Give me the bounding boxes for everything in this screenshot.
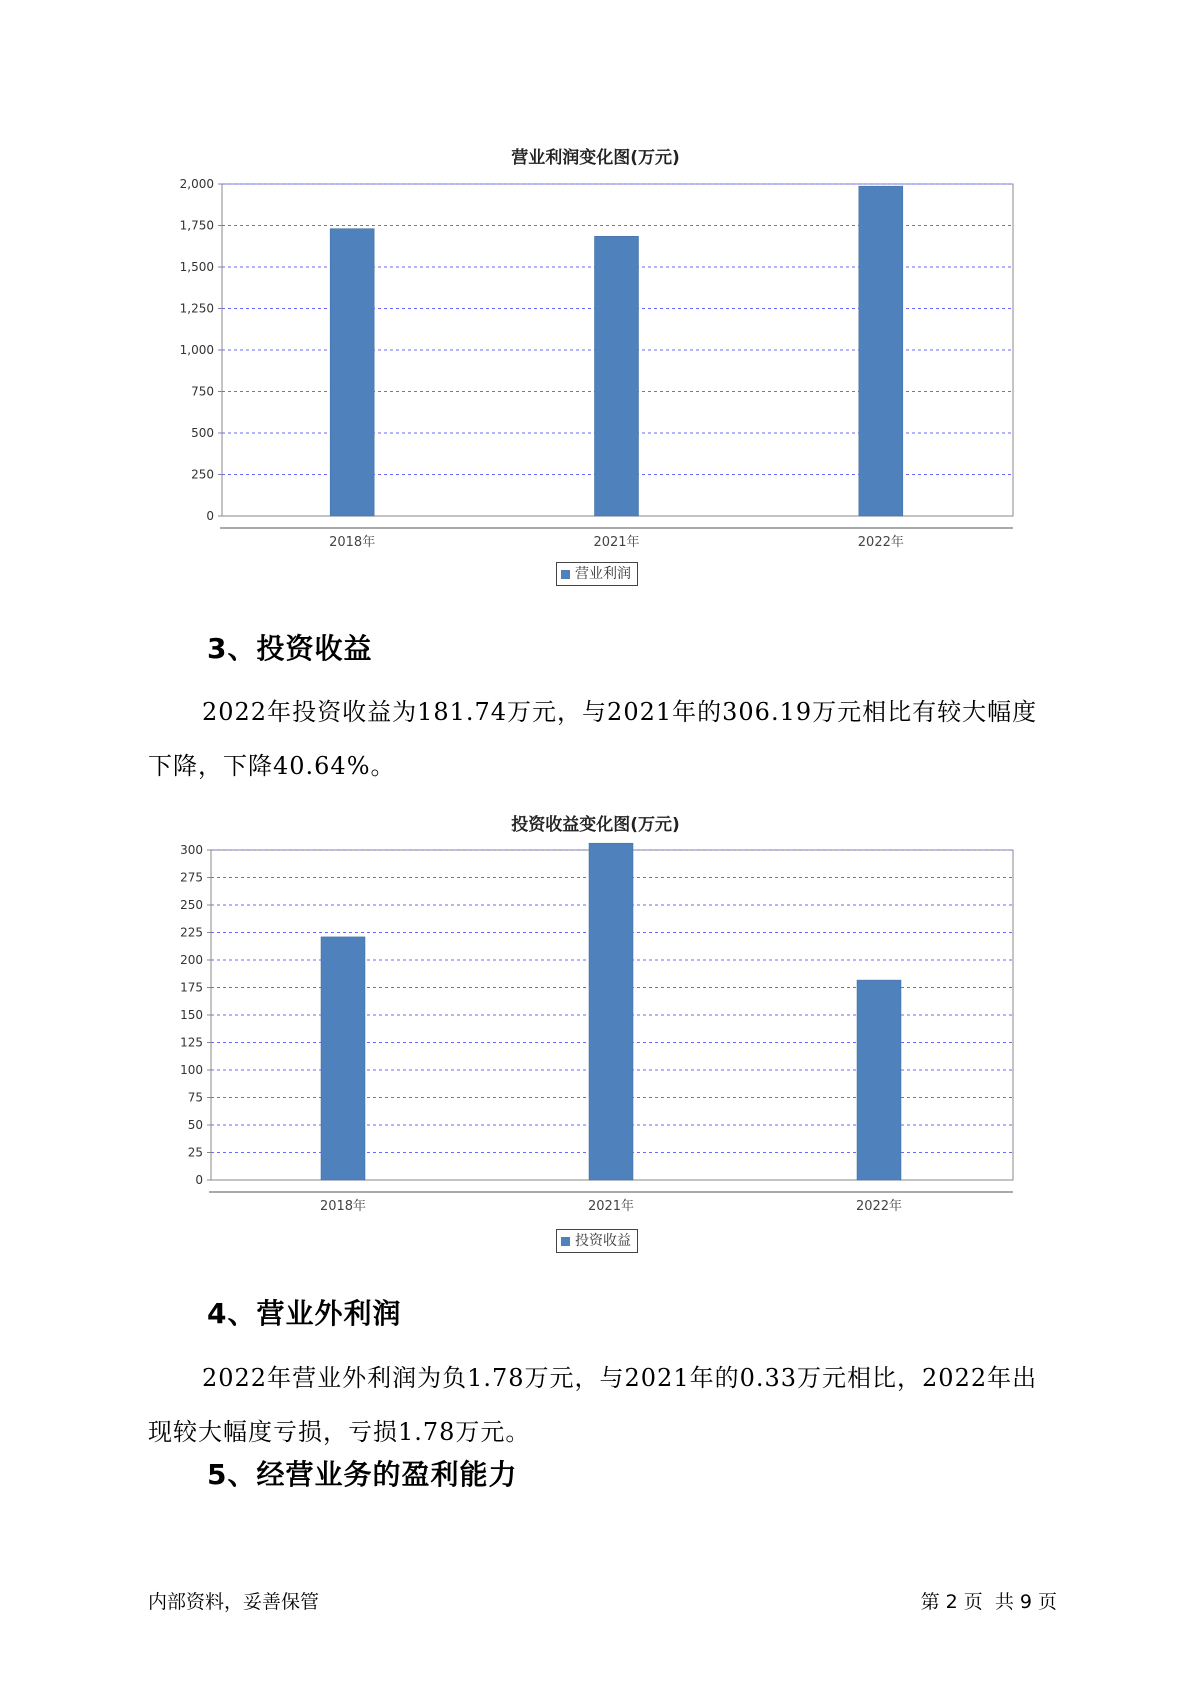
footer-confidential-note: 内部资料，妥善保管	[148, 1591, 320, 1613]
chart-2-legend-label: 投资收益	[575, 1233, 631, 1249]
chart-2-y-tick-label: 250	[180, 898, 203, 912]
investment-income-chart	[0, 840, 1191, 1220]
chart-2-bar	[857, 980, 901, 1180]
operating-profit-chart	[0, 170, 1191, 550]
chart-1-legend	[556, 562, 638, 586]
chart-2-title: 投资收益变化图(万元)	[511, 815, 680, 835]
chart-1-y-tick-label: 250	[191, 467, 214, 482]
legend-swatch	[561, 1237, 570, 1246]
chart-2-bar	[321, 937, 365, 1180]
chart-1-bar	[330, 229, 374, 516]
chart-2-y-tick-label: 50	[187, 1118, 203, 1132]
chart-1-x-tick-label: 2022年	[857, 535, 904, 550]
chart-2-y-tick-label: 25	[187, 1145, 203, 1160]
chart-1-bar	[595, 236, 639, 516]
chart-1-y-tick-label: 1,000	[179, 343, 214, 357]
chart-2-y-tick-label: 100	[180, 1063, 203, 1077]
chart-2-y-tick-label: 175	[180, 980, 203, 995]
chart-1-y-tick-label: 0	[206, 509, 214, 523]
chart-2-y-tick-label: 0	[195, 1173, 203, 1187]
chart-1-y-tick-label: 1,500	[179, 260, 214, 274]
chart-2-y-tick-label: 225	[180, 925, 203, 940]
section-5-heading: 5、经营业务的盈利能力	[207, 1458, 518, 1491]
chart-1-legend-label: 营业利润	[575, 566, 631, 582]
chart-2-x-tick-label: 2018年	[319, 1199, 367, 1214]
section-3-heading: 3、投资收益	[207, 632, 373, 665]
chart-1-y-tick-label: 1,250	[179, 301, 214, 316]
chart-2-y-tick-label: 75	[187, 1090, 203, 1105]
chart-1-y-tick-label: 1,750	[179, 218, 214, 233]
chart-2-x-tick-label: 2021年	[587, 1199, 635, 1214]
chart-2-bar	[589, 843, 633, 1180]
chart-2-y-tick-label: 300	[180, 843, 203, 857]
chart-1-x-tick-label: 2021年	[593, 535, 640, 550]
chart-1-bar	[859, 186, 903, 516]
chart-1-y-tick-label: 2,000	[179, 177, 214, 191]
chart-2-x-tick-label: 2022年	[855, 1199, 903, 1214]
chart-1-title: 营业利润变化图(万元)	[511, 148, 680, 168]
chart-2-y-tick-label: 200	[180, 953, 203, 967]
chart-2-y-tick-label: 150	[180, 1008, 203, 1022]
legend-swatch	[561, 570, 570, 579]
footer-page-number: 第 2 页 共 9 页	[920, 1591, 1057, 1613]
section-4-heading: 4、营业外利润	[207, 1297, 402, 1330]
section-3-paragraph: 2022年投资收益为181.74万元，与2021年的306.19万元相比有较大幅度下降，下降40.64%。	[148, 698, 1038, 780]
chart-2-legend	[556, 1229, 638, 1253]
chart-1-x-tick-label: 2018年	[329, 535, 376, 550]
chart-2-y-tick-label: 275	[180, 870, 203, 885]
chart-1-y-tick-label: 500	[191, 426, 214, 440]
chart-2-y-tick-label: 125	[180, 1035, 203, 1050]
section-4-paragraph: 2022年营业外利润为负1.78万元，与2021年的0.33万元相比，2022年出现较大幅度亏损，亏损1.78万元。	[148, 1364, 1038, 1446]
chart-1-y-tick-label: 750	[191, 384, 214, 399]
